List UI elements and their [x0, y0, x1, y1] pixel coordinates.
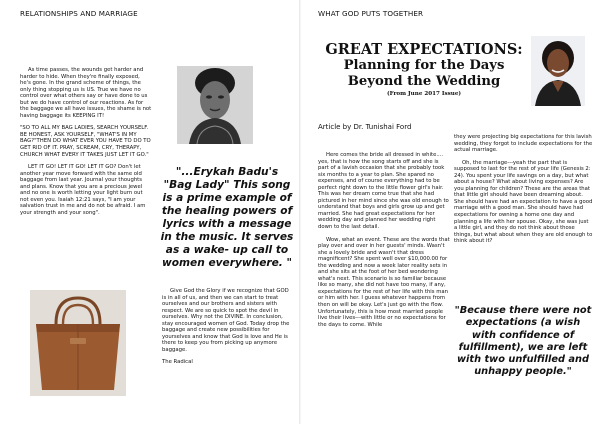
- paragraph: Here comes the bride all dressed in white.... yes, that is how the song starts off and she is part of a lavish occasion that she probably took six months to a year to plan. She spared no expenses, and of course everything had to be perfect right down to the little flower girl's hair. This was her dream come true that she had pictured in her mind since she was old enough to understand that boys and girls grow up and get married. She had great expectations for her wedding day and planned her wedding right down to the last detail.: [318, 152, 449, 231]
- right-running-head: WHAT GOD PUTS TOGETHER: [318, 9, 424, 18]
- paragraph: LET IT GO! LET IT GO! LET IT GO? Don't let another year move forward with the same old baggage from last year. Journal your thoughts and plans. Know that you are a precious jewel and no one is worth letting your light burn out not even you. Isaiah 12:21 says, "I am your salvation trust in me and do not be afraid. I am your strength and your song".: [20, 164, 146, 216]
- left-column-1: [20, 67, 152, 222]
- author-photo: [531, 36, 585, 106]
- paragraph: Give God the Glory if we recognize that GOD is in all of us, and then we can start to treat ourselves and our brothers and sisters with respect. We are so quick to spot the devil in ourselves. Why not the DIVINE. In conclusion, stay encouraged women of God. Today drop the baggage and create new possibilities for yourselves and know that God is love and He is there to keep you from picking up anymore baggage.: [162, 288, 290, 353]
- right-page: [301, 0, 600, 424]
- paragraph: As time passes, the wounds get harder and harder to hide. When they're finally exposed, he's gone. In the grand scheme of things, the only thing stopping us is US. True we have no control over what others say or have done to us but we do have control of our reactions. As for the baggage we all have issues, the shame is not having baggage its KEEPING IT!: [20, 67, 152, 119]
- right-pull-quote: "Because there were not expectations (a wish with confidence of fulfillment), we are left with two unfulfilled and unhappy people.": [454, 305, 592, 378]
- erykah-badu-photo: [177, 66, 253, 144]
- headline-line-2: Planning for the Days: [343, 58, 505, 73]
- handbag-photo: [30, 290, 126, 396]
- headline-line-3: Beyond the Wedding: [347, 74, 501, 89]
- paragraph: Wow, what an event. These are the words that play over and over in her guests' minds. Wasn't she a lovely bride and wasn't that dress magnificent? She spent well over $10,000.00 for the wedding and now a week later reality sets in and she sits at the foot of her bed wondering what's next. This scenario is so familiar because like so many, she did not have too many, if any, expectations for the rest of her life with this man or him with her. I guess whatever happens from then on will be okay. Let's just go with the flow. Unfortunately, this is how most married people live their lives---with little or no expectations for the days to come. While: [318, 236, 450, 328]
- left-running-head: RELATIONSHIPS AND MARRIAGE: [20, 9, 138, 18]
- right-column-2: [454, 134, 593, 251]
- paragraph: they were projecting big expectations for this lavish wedding, they forgot to include expectations for the actual marriage.: [454, 134, 593, 154]
- left-page: [0, 0, 299, 424]
- headline-line-1: GREAT EXPECTATIONS:: [325, 41, 523, 58]
- right-column-1: [318, 152, 450, 334]
- signature-line: The Radical: [162, 359, 193, 366]
- paragraph: Oh, the marriage---yeah the part that is supposed to last for the rest of your life (Genesis 2: 24). You spent your life savings on a day, but what about a house? What about living expenses? Are you planning for children? These are the areas that that little girl should have been dreaming about. She should have had an expectation to have a good marriage with a good man. She should have had expectations for owning a home one day and planning a life with her spouse. Okay, she was just a little girl, and they do not think about those things, but what about when they are old enough to think about it?: [454, 159, 593, 245]
- article-byline: Article by Dr. Tunishai Ford: [318, 123, 412, 131]
- left-column-2: [162, 288, 292, 372]
- issue-note: (From June 2017 Issue): [386, 91, 462, 97]
- left-pull-quote: "...Erykah Badu's "Bag Lady" This song is a prime example of the healing powers of lyrics with a message in the music. It serves as a wake- up call to women everywhere. ": [160, 166, 294, 269]
- paragraph: "SO TO ALL MY BAG LADIES, SEARCH YOURSELF. BE HONEST, ASK YOURSELF, "WHAT'S IN MY BAG?"THEN DO WHAT EVER YOU HAVE TO DO TO GET RID OF IT. PRAY, SCREAM, CRY, THERAPY, CHURCH WHAT EVERY IT TAKES JUST LET IT GO.": [20, 125, 151, 158]
- article-headline: [321, 41, 527, 98]
